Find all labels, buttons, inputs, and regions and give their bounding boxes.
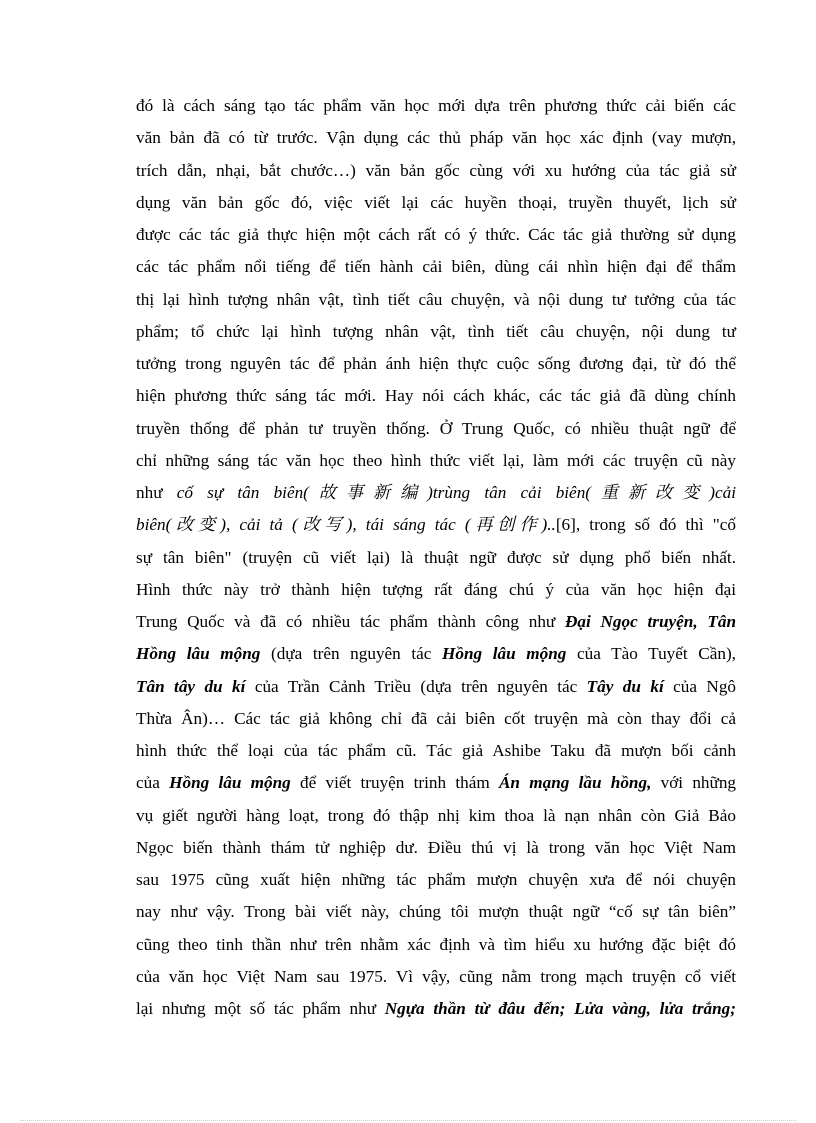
text-line: [136, 935, 736, 955]
text-run: như: [136, 483, 177, 502]
text-run: phẩm; tổ chức lại hình tượng nhân vật, tình tiết câu chuyện, nội dung tư: [136, 321, 736, 341]
text-line: [136, 451, 736, 471]
work-title: Tân tây du kí: [136, 676, 246, 696]
text-run: của Ngô: [663, 676, 737, 696]
text-line: [136, 741, 736, 761]
text-run: lại nhưng một số tác phẩm như: [136, 999, 385, 1018]
text-run: các tác phẩm nổi tiếng để tiến hành cải biên, dùng cái nhìn hiện đại để thẩm: [136, 257, 736, 277]
text-line: [136, 548, 736, 568]
italic-term: biên(改变), cải tả (改写), tái sáng tác (再创作)..: [136, 515, 556, 535]
text-run: với những: [651, 773, 737, 793]
text-run: trích dẫn, nhại, bắt chước…) văn bản gốc cùng với xu hướng của tác giả sử: [136, 160, 736, 180]
text-line: [136, 161, 736, 181]
text-run: Thừa Ân)… Các tác giả không chỉ đã cải biên cốt truyện mà còn thay đổi cả: [136, 708, 736, 728]
text-run: của: [136, 773, 170, 793]
text-run: truyền thống để phản tư truyền thống. Ở Trung Quốc, có nhiều thuật ngữ để: [136, 418, 736, 438]
text-line: [136, 128, 736, 148]
italic-term: cố sự tân biên(故事新编)trùng tân cải biên(重新改变)cải: [176, 483, 736, 502]
work-title: Án mạng lầu hồng,: [498, 773, 652, 793]
text-line: [136, 999, 736, 1019]
text-line: [136, 386, 736, 406]
text-line: [136, 870, 736, 890]
text-line: [136, 225, 736, 245]
text-line: [136, 257, 736, 277]
text-run: hiện phương thức sáng tác mới. Hay nói cách khác, các tác giả đã dùng chính: [136, 386, 736, 406]
text-line: [136, 709, 736, 729]
text-line: [136, 902, 736, 922]
text-line: [136, 644, 736, 664]
text-run: đó là cách sáng tạo tác phẩm văn học mới dựa trên phương thức cải biến các: [136, 96, 736, 115]
text-run: nay như vậy. Trong bài viết này, chúng tôi mượn thuật ngữ “cố sự tân biên”: [136, 902, 736, 922]
text-run: sau 1975 cũng xuất hiện những tác phẩm mượn chuyện xưa để nói chuyện: [136, 870, 736, 889]
work-title: Hồng lâu mộng: [136, 644, 261, 664]
text-line: [136, 612, 736, 632]
text-run: vụ giết người hàng loạt, trong đó thập nhị kim thoa là nạn nhân còn Giả Bảo: [136, 805, 736, 825]
text-line: [136, 806, 736, 826]
work-title: Đại Ngọc truyện, Tân: [564, 612, 737, 631]
text-line: [136, 677, 736, 697]
text-line: [136, 483, 736, 503]
text-line: [136, 515, 736, 535]
text-run: để viết truyện trinh thám: [290, 773, 499, 793]
page-bottom-rule: [20, 1120, 796, 1121]
text-run: được các tác giả thực hiện một cách rất có ý thức. Các tác giả thường sử dụng: [136, 225, 736, 244]
text-run: của Trần Cảnh Triều (dựa trên nguyên tác: [245, 676, 587, 696]
text-run: dụng văn bản gốc đó, việc viết lại các huyền thoại, truyền thuyết, lịch sử: [136, 192, 736, 212]
text-line: [136, 838, 736, 858]
text-line: [136, 354, 736, 374]
text-line: [136, 773, 736, 793]
text-run: Hình thức này trở thành hiện tượng rất đáng chú ý của văn học hiện đại: [136, 579, 736, 599]
text-run: của văn học Việt Nam sau 1975. Vì vậy, cũng nằm trong mạch truyện cổ viết: [136, 966, 736, 986]
text-run: chỉ những sáng tác văn học theo hình thức viết lại, làm mới các truyện cũ này: [136, 450, 736, 470]
text-run: [6], trong số đó thì "cố: [555, 515, 736, 535]
text-line: [136, 419, 736, 439]
text-run: Ngọc biến thành thám tử nghiệp dư. Điều thú vị là trong văn học Việt Nam: [136, 837, 736, 857]
text-line: [136, 96, 736, 116]
work-title: Tây du kí: [586, 676, 664, 696]
text-line: [136, 580, 736, 600]
work-title: Ngựa thần từ đâu đến; Lửa vàng, lửa trắng;: [384, 999, 736, 1018]
text-run: văn bản đã có từ trước. Vận dụng các thủ pháp văn học xác định (vay mượn,: [136, 128, 736, 148]
text-run: (dựa trên nguyên tác: [260, 644, 443, 664]
text-run: hình thức thể loại của tác phẩm cũ. Tác giả Ashibe Taku đã mượn bối cảnh: [136, 741, 736, 760]
text-line: [136, 322, 736, 342]
text-line: [136, 967, 736, 987]
work-title: Hồng lâu mộng: [442, 644, 567, 664]
text-line: [136, 193, 736, 213]
text-run: tưởng trong nguyên tác để phản ánh hiện thực cuộc sống đương đại, từ đó thể: [136, 354, 736, 373]
text-run: thị lại hình tượng nhân vật, tình tiết câu chuyện, và nội dung tư tưởng của tác: [136, 289, 736, 309]
text-run: cũng theo tinh thần như trên nhằm xác định và tìm hiểu xu hướng đặc biệt đó: [136, 934, 736, 954]
text-run: sự tân biên" (truyện cũ viết lại) là thuật ngữ được sử dụng phổ biến nhất.: [136, 547, 736, 567]
text-run: của Tào Tuyết Cần),: [566, 644, 736, 664]
text-run: Trung Quốc và đã có nhiều tác phẩm thành công như: [136, 612, 565, 631]
work-title: Hồng lâu mộng: [169, 773, 291, 793]
text-line: [136, 290, 736, 310]
